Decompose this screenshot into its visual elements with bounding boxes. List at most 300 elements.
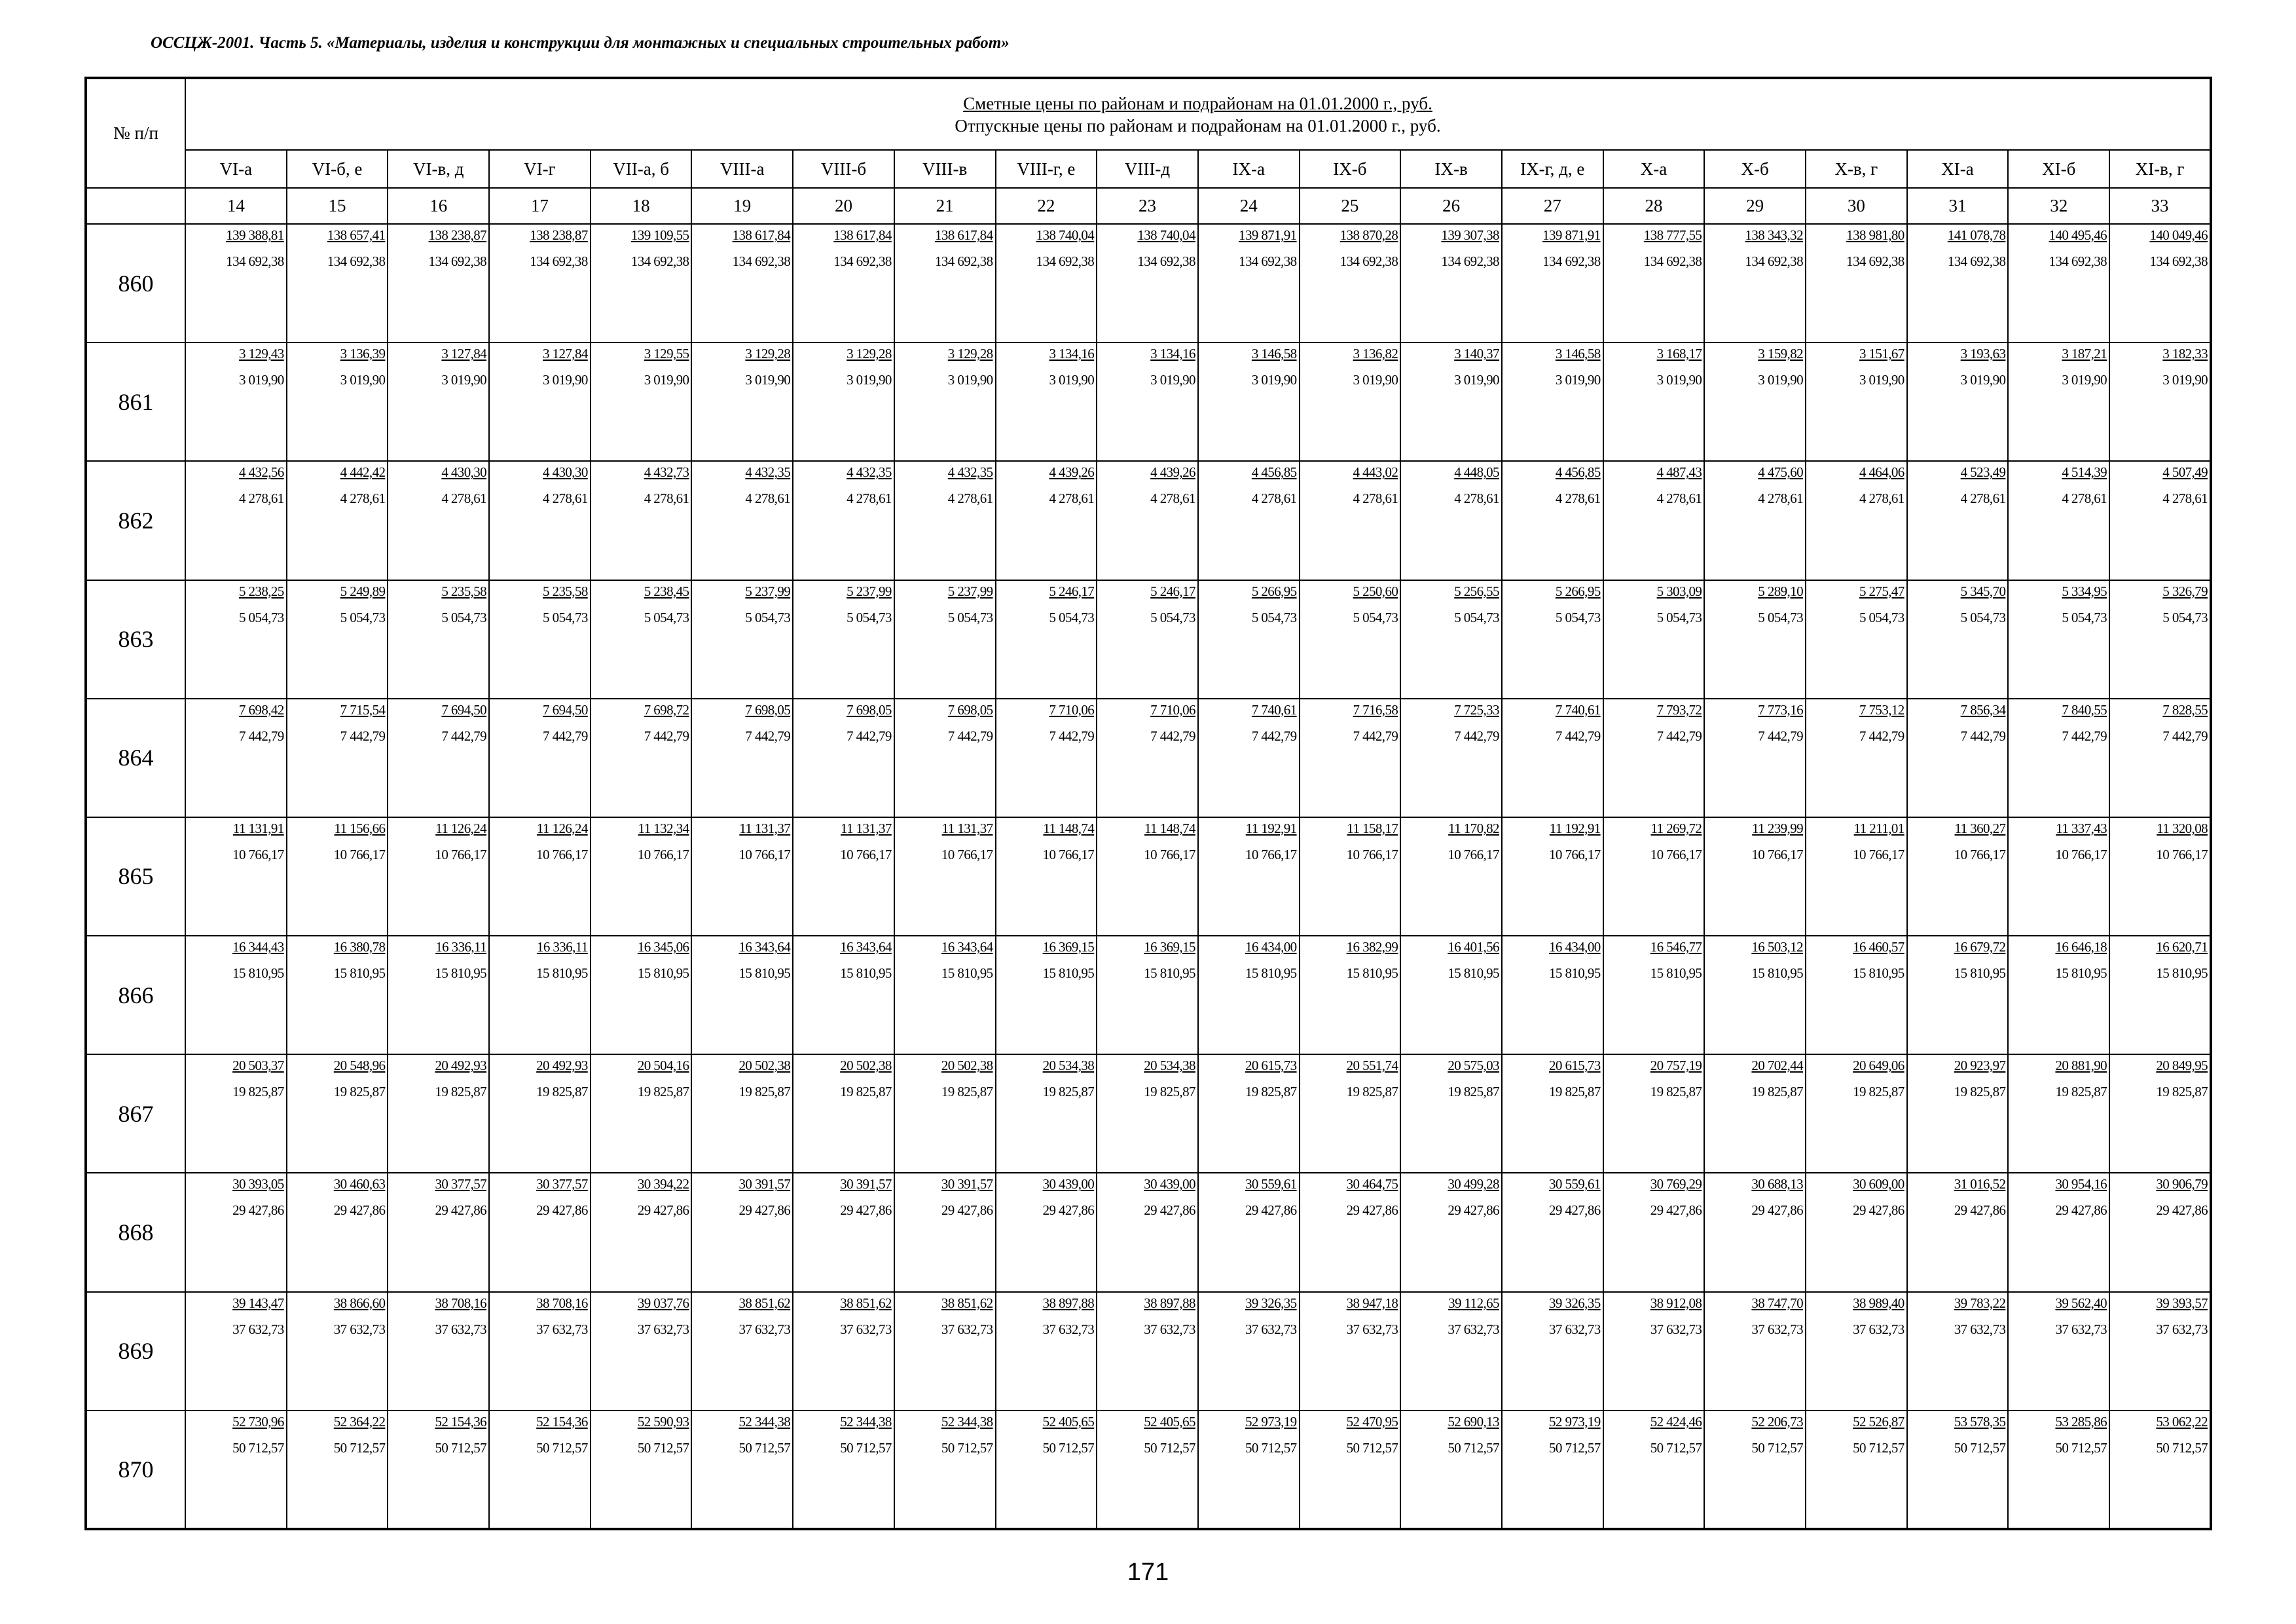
price-cell: [1806, 461, 1907, 580]
price-cell: [1400, 580, 1502, 699]
release-price: 4 278,61: [1353, 490, 1398, 507]
estimate-price: 11 132,34: [638, 820, 689, 836]
column-number: 29: [1704, 188, 1806, 224]
release-price: 7 442,79: [847, 728, 892, 744]
price-cell: [1400, 936, 1502, 1054]
release-price: 3 019,90: [543, 372, 588, 388]
estimate-price: 138 617,84: [732, 227, 791, 243]
price-cell: [1907, 1173, 2009, 1291]
price-cell: [1097, 461, 1198, 580]
estimate-price: 11 170,82: [1448, 820, 1499, 836]
price-cell: [185, 1173, 287, 1291]
estimate-price: 3 129,55: [644, 346, 689, 362]
estimate-price: 11 360,27: [1954, 820, 2006, 836]
price-cell: [691, 936, 793, 1054]
estimate-price: 38 989,40: [1853, 1295, 1904, 1311]
price-cell: [1400, 1173, 1502, 1291]
estimate-price: 30 391,57: [840, 1176, 892, 1192]
price-cell: [287, 461, 388, 580]
estimate-price: 3 129,43: [238, 346, 284, 362]
price-cell: [1300, 817, 1401, 936]
release-price: 50 712,57: [637, 1439, 689, 1456]
release-price: 19 825,87: [1549, 1084, 1601, 1100]
price-cell: [1806, 1054, 1907, 1173]
estimate-price: 3 129,28: [847, 346, 892, 362]
estimate-price: 7 740,61: [1555, 701, 1601, 718]
estimate-price: 138 740,04: [1036, 227, 1095, 243]
estimate-price: 52 206,73: [1751, 1413, 1803, 1430]
estimate-price: 20 492,93: [536, 1058, 588, 1074]
estimate-price: 52 690,13: [1448, 1413, 1499, 1430]
price-cell: [1198, 817, 1300, 936]
estimate-price: 16 343,64: [840, 939, 892, 955]
estimate-price: 30 393,05: [232, 1176, 284, 1192]
release-price: 3 019,90: [1758, 372, 1803, 388]
price-cell: [2109, 342, 2211, 461]
release-price: 15 810,95: [1954, 965, 2006, 982]
release-price: 37 632,73: [1853, 1321, 1904, 1337]
price-cell: [489, 1054, 591, 1173]
release-price: 15 810,95: [637, 965, 689, 982]
price-cell: [894, 1411, 996, 1529]
price-cell: [489, 1411, 591, 1529]
price-cell: [894, 580, 996, 699]
price-cell: [2008, 699, 2109, 817]
estimate-price: 39 112,65: [1448, 1295, 1499, 1311]
price-cell: [1097, 224, 1198, 342]
price-cell: [1300, 1292, 1401, 1411]
release-price: 134 692,38: [1643, 253, 1702, 269]
release-price: 4 278,61: [1150, 490, 1195, 507]
price-cell: [1198, 1292, 1300, 1411]
estimate-price: 3 134,16: [1150, 346, 1195, 362]
price-cell: [185, 936, 287, 1054]
estimate-price: 4 464,06: [1859, 464, 1904, 481]
price-cell: [1806, 699, 1907, 817]
column-number: 26: [1400, 188, 1502, 224]
estimate-price: 139 871,91: [1239, 227, 1297, 243]
price-cell: [591, 1054, 692, 1173]
row-number: 864: [86, 699, 185, 817]
price-cell: [894, 1173, 996, 1291]
price-cell: [185, 699, 287, 817]
price-cell: [691, 1411, 793, 1529]
estimate-price: 5 238,45: [644, 583, 689, 599]
release-price: 7 442,79: [947, 728, 993, 744]
release-price: 19 825,87: [738, 1084, 791, 1100]
table-row: [86, 1411, 2211, 1529]
price-cell: [1198, 342, 1300, 461]
release-price: 5 054,73: [745, 609, 791, 625]
release-price: 29 427,86: [738, 1202, 791, 1219]
price-cell: [793, 699, 894, 817]
price-cell: [489, 342, 591, 461]
estimate-price: 7 716,58: [1353, 701, 1398, 718]
release-price: 50 712,57: [1549, 1439, 1601, 1456]
price-cell: [2008, 224, 2109, 342]
price-cell: [2008, 580, 2109, 699]
estimate-price: 5 275,47: [1859, 583, 1904, 599]
estimate-price: 30 769,29: [1650, 1176, 1702, 1192]
price-cell: [894, 699, 996, 817]
release-price: 5 054,73: [1049, 609, 1095, 625]
release-price: 134 692,38: [1745, 253, 1803, 269]
release-price: 10 766,17: [1245, 846, 1297, 862]
col-np-header: № п/п: [86, 78, 185, 188]
estimate-price: 7 698,05: [847, 701, 892, 718]
price-cell: [1400, 699, 1502, 817]
price-cell: [287, 1173, 388, 1291]
estimate-price: 20 502,38: [840, 1058, 892, 1074]
release-price: 29 427,86: [1751, 1202, 1803, 1219]
price-cell: [691, 342, 793, 461]
estimate-price: 30 688,13: [1751, 1176, 1803, 1192]
estimate-price: 140 495,46: [2049, 227, 2107, 243]
table-row: [86, 1173, 2211, 1291]
release-price: 50 712,57: [2055, 1439, 2107, 1456]
release-price: 5 054,73: [1960, 609, 2006, 625]
estimate-price: 16 345,06: [637, 939, 689, 955]
column-number-row: [86, 188, 2211, 224]
price-cell: [691, 580, 793, 699]
price-cell: [1198, 224, 1300, 342]
release-price: 10 766,17: [1751, 846, 1803, 862]
price-cell: [388, 817, 489, 936]
estimate-price: 139 307,38: [1441, 227, 1499, 243]
estimate-price: 16 380,78: [333, 939, 386, 955]
estimate-price: 16 343,64: [941, 939, 993, 955]
release-price: 10 766,17: [1853, 846, 1904, 862]
release-price: 50 712,57: [2156, 1439, 2208, 1456]
table-row: [86, 342, 2211, 461]
release-price: 3 019,90: [2062, 372, 2107, 388]
estimate-price: 52 344,38: [738, 1413, 791, 1430]
estimate-price: 30 391,57: [738, 1176, 791, 1192]
release-price: 19 825,87: [1448, 1084, 1499, 1100]
estimate-price: 7 773,16: [1758, 701, 1803, 718]
estimate-price: 20 534,38: [1042, 1058, 1095, 1074]
estimate-price: 139 109,55: [630, 227, 689, 243]
estimate-price: 3 146,58: [1555, 346, 1601, 362]
release-price: 134 692,38: [1137, 253, 1195, 269]
price-cell: [287, 342, 388, 461]
estimate-price: 38 866,60: [333, 1295, 386, 1311]
price-cell: [793, 1411, 894, 1529]
estimate-price: 4 442,42: [340, 464, 386, 481]
release-price: 37 632,73: [1144, 1321, 1195, 1337]
price-cell: [388, 1411, 489, 1529]
price-cell: [1603, 817, 1705, 936]
estimate-price: 3 159,82: [1758, 346, 1803, 362]
estimate-price: 11 239,99: [1752, 820, 1803, 836]
price-cell: [287, 1054, 388, 1173]
release-price: 5 054,73: [1555, 609, 1601, 625]
price-cell: [287, 1292, 388, 1411]
estimate-price: 5 266,95: [1555, 583, 1601, 599]
price-cell: [1198, 461, 1300, 580]
release-price: 134 692,38: [1846, 253, 1904, 269]
release-price: 37 632,73: [1954, 1321, 2006, 1337]
release-price: 4 278,61: [1859, 490, 1904, 507]
estimate-price: 30 391,57: [941, 1176, 993, 1192]
release-price: 15 810,95: [1853, 965, 1904, 982]
region-header: XI-б: [2008, 150, 2109, 188]
release-price: 3 019,90: [1150, 372, 1195, 388]
estimate-price: 38 912,08: [1650, 1295, 1702, 1311]
price-cell: [1502, 1054, 1603, 1173]
price-cell: [793, 1054, 894, 1173]
price-cell: [1704, 1411, 1806, 1529]
price-cell: [287, 1411, 388, 1529]
price-cell: [2008, 1411, 2109, 1529]
estimate-price: 139 388,81: [226, 227, 284, 243]
release-price: 29 427,86: [1549, 1202, 1601, 1219]
release-price: 134 692,38: [1036, 253, 1095, 269]
estimate-price: 16 434,00: [1549, 939, 1601, 955]
estimate-price: 138 238,87: [428, 227, 487, 243]
release-price: 7 442,79: [543, 728, 588, 744]
price-cell: [894, 342, 996, 461]
price-cell: [388, 461, 489, 580]
estimate-price: 7 793,72: [1656, 701, 1702, 718]
region-header: XI-в, г: [2109, 150, 2211, 188]
estimate-price: 20 551,74: [1346, 1058, 1398, 1074]
column-number: 21: [894, 188, 996, 224]
estimate-price: 20 702,44: [1751, 1058, 1803, 1074]
estimate-price: 11 337,43: [2056, 820, 2107, 836]
price-cell: [1300, 461, 1401, 580]
estimate-price: 39 326,35: [1245, 1295, 1297, 1311]
release-price: 7 442,79: [1353, 728, 1398, 744]
estimate-price: 5 246,17: [1049, 583, 1095, 599]
price-cell: [1300, 1411, 1401, 1529]
estimate-price: 39 393,57: [2156, 1295, 2208, 1311]
release-price: 4 278,61: [1960, 490, 2006, 507]
estimate-price: 53 285,86: [2055, 1413, 2107, 1430]
price-cell: [1704, 461, 1806, 580]
release-price: 50 712,57: [1042, 1439, 1095, 1456]
price-cell: [691, 461, 793, 580]
estimate-price: 4 432,56: [238, 464, 284, 481]
region-header: IX-а: [1198, 150, 1300, 188]
release-price: 50 712,57: [1448, 1439, 1499, 1456]
price-cell: [1502, 1173, 1603, 1291]
release-price: 10 766,17: [1954, 846, 2006, 862]
estimate-price: 5 246,17: [1150, 583, 1195, 599]
estimate-price: 7 725,33: [1454, 701, 1499, 718]
estimate-price: 38 897,88: [1144, 1295, 1195, 1311]
price-cell: [1907, 1411, 2009, 1529]
estimate-price: 20 757,19: [1650, 1058, 1702, 1074]
title-estimate-prices: Сметные цены по районам и подрайонам на 01.01.2000 г., руб.: [963, 93, 1432, 113]
estimate-price: 11 126,24: [435, 820, 487, 836]
estimate-price: 20 534,38: [1144, 1058, 1195, 1074]
price-cell: [2008, 936, 2109, 1054]
estimate-price: 5 237,99: [947, 583, 993, 599]
estimate-price: 52 424,46: [1650, 1413, 1702, 1430]
price-cell: [1502, 1292, 1603, 1411]
column-number: 14: [185, 188, 287, 224]
estimate-price: 4 432,35: [847, 464, 892, 481]
price-cell: [388, 342, 489, 461]
price-cell: [287, 936, 388, 1054]
estimate-price: 11 269,72: [1650, 820, 1702, 836]
price-cell: [2109, 580, 2211, 699]
estimate-price: 52 973,19: [1245, 1413, 1297, 1430]
release-price: 7 442,79: [1758, 728, 1803, 744]
estimate-price: 30 464,75: [1346, 1176, 1398, 1192]
estimate-price: 20 881,90: [2055, 1058, 2107, 1074]
release-price: 3 019,90: [847, 372, 892, 388]
estimate-price: 3 168,17: [1656, 346, 1702, 362]
release-price: 37 632,73: [1042, 1321, 1095, 1337]
price-cell: [996, 699, 1097, 817]
price-cell: [894, 1054, 996, 1173]
release-price: 10 766,17: [1346, 846, 1398, 862]
release-price: 29 427,86: [1042, 1202, 1095, 1219]
release-price: 19 825,87: [1650, 1084, 1702, 1100]
estimate-price: 3 127,84: [441, 346, 487, 362]
price-cell: [2109, 936, 2211, 1054]
release-price: 15 810,95: [2055, 965, 2107, 982]
release-price: 15 810,95: [840, 965, 892, 982]
price-cell: [388, 936, 489, 1054]
estimate-price: 16 503,12: [1751, 939, 1803, 955]
price-cell: [691, 1173, 793, 1291]
price-cell: [591, 1173, 692, 1291]
price-cell: [1502, 699, 1603, 817]
price-cell: [591, 1411, 692, 1529]
release-price: 10 766,17: [2055, 846, 2107, 862]
estimate-price: 20 502,38: [738, 1058, 791, 1074]
release-price: 37 632,73: [1448, 1321, 1499, 1337]
estimate-price: 138 343,32: [1745, 227, 1803, 243]
release-price: 7 442,79: [340, 728, 386, 744]
estimate-price: 11 148,74: [1043, 820, 1095, 836]
price-cell: [1300, 342, 1401, 461]
estimate-price: 7 710,06: [1049, 701, 1095, 718]
release-price: 37 632,73: [1346, 1321, 1398, 1337]
estimate-price: 20 649,06: [1853, 1058, 1904, 1074]
estimate-price: 7 856,34: [1960, 701, 2006, 718]
price-cell: [996, 1173, 1097, 1291]
price-cell: [1502, 461, 1603, 580]
release-price: 15 810,95: [1144, 965, 1195, 982]
release-price: 7 442,79: [238, 728, 284, 744]
release-price: 5 054,73: [2062, 609, 2107, 625]
price-cell: [894, 461, 996, 580]
release-price: 29 427,86: [1954, 1202, 2006, 1219]
price-cell: [894, 224, 996, 342]
region-header: VIII-а: [691, 150, 793, 188]
table-row: [86, 817, 2211, 936]
release-price: 15 810,95: [1751, 965, 1803, 982]
release-price: 50 712,57: [1751, 1439, 1803, 1456]
price-cell: [1907, 936, 2009, 1054]
release-price: 29 427,86: [1346, 1202, 1398, 1219]
row-number: 863: [86, 580, 185, 699]
release-price: 15 810,95: [738, 965, 791, 982]
estimate-price: 52 405,65: [1144, 1413, 1195, 1430]
estimate-price: 38 851,62: [738, 1295, 791, 1311]
price-cell: [1502, 936, 1603, 1054]
release-price: 4 278,61: [1758, 490, 1803, 507]
region-header: VI-а: [185, 150, 287, 188]
release-price: 134 692,38: [2149, 253, 2208, 269]
region-header: VIII-г, е: [996, 150, 1097, 188]
release-price: 4 278,61: [745, 490, 791, 507]
release-price: 3 019,90: [1353, 372, 1398, 388]
price-cell: [1704, 1173, 1806, 1291]
estimate-price: 4 456,85: [1251, 464, 1297, 481]
estimate-price: 4 439,26: [1150, 464, 1195, 481]
estimate-price: 7 715,54: [340, 701, 386, 718]
region-header: X-в, г: [1806, 150, 1907, 188]
price-cell: [388, 580, 489, 699]
price-cell: [691, 1292, 793, 1411]
price-cell: [1806, 936, 1907, 1054]
release-price: 10 766,17: [232, 846, 284, 862]
release-price: 37 632,73: [1245, 1321, 1297, 1337]
column-number: 31: [1907, 188, 2009, 224]
estimate-price: 39 326,35: [1549, 1295, 1601, 1311]
price-cell: [1097, 580, 1198, 699]
release-price: 3 019,90: [1251, 372, 1297, 388]
row-number: 869: [86, 1292, 185, 1411]
estimate-price: 3 146,58: [1251, 346, 1297, 362]
release-price: 29 427,86: [1448, 1202, 1499, 1219]
release-price: 19 825,87: [1042, 1084, 1095, 1100]
price-cell: [2109, 1054, 2211, 1173]
price-cell: [185, 1411, 287, 1529]
release-price: 29 427,86: [1245, 1202, 1297, 1219]
price-cell: [996, 1411, 1097, 1529]
region-header: VI-в, д: [388, 150, 489, 188]
price-cell: [185, 817, 287, 936]
region-header: VIII-в: [894, 150, 996, 188]
estimate-price: 52 364,22: [333, 1413, 386, 1430]
release-price: 19 825,87: [1751, 1084, 1803, 1100]
estimate-price: 52 344,38: [840, 1413, 892, 1430]
estimate-price: 138 657,41: [327, 227, 386, 243]
price-cell: [793, 936, 894, 1054]
release-price: 7 442,79: [1960, 728, 2006, 744]
estimate-price: 30 609,00: [1853, 1176, 1904, 1192]
release-price: 50 712,57: [1144, 1439, 1195, 1456]
price-cell: [1300, 1054, 1401, 1173]
estimate-price: 141 078,78: [1947, 227, 2006, 243]
release-price: 4 278,61: [238, 490, 284, 507]
estimate-price: 3 129,28: [745, 346, 791, 362]
region-header: VIII-б: [793, 150, 894, 188]
release-price: 37 632,73: [333, 1321, 386, 1337]
price-cell: [1704, 1292, 1806, 1411]
price-cell: [1704, 580, 1806, 699]
region-header: X-б: [1704, 150, 1806, 188]
estimate-price: 4 507,49: [2162, 464, 2208, 481]
estimate-price: 52 154,36: [435, 1413, 487, 1430]
region-header: IX-г, д, е: [1502, 150, 1603, 188]
release-price: 29 427,86: [435, 1202, 487, 1219]
release-price: 19 825,87: [232, 1084, 284, 1100]
price-cell: [287, 699, 388, 817]
price-cell: [489, 224, 591, 342]
price-cell: [185, 580, 287, 699]
release-price: 29 427,86: [536, 1202, 588, 1219]
release-price: 10 766,17: [2156, 846, 2208, 862]
estimate-price: 4 475,60: [1758, 464, 1803, 481]
release-price: 29 427,86: [941, 1202, 993, 1219]
